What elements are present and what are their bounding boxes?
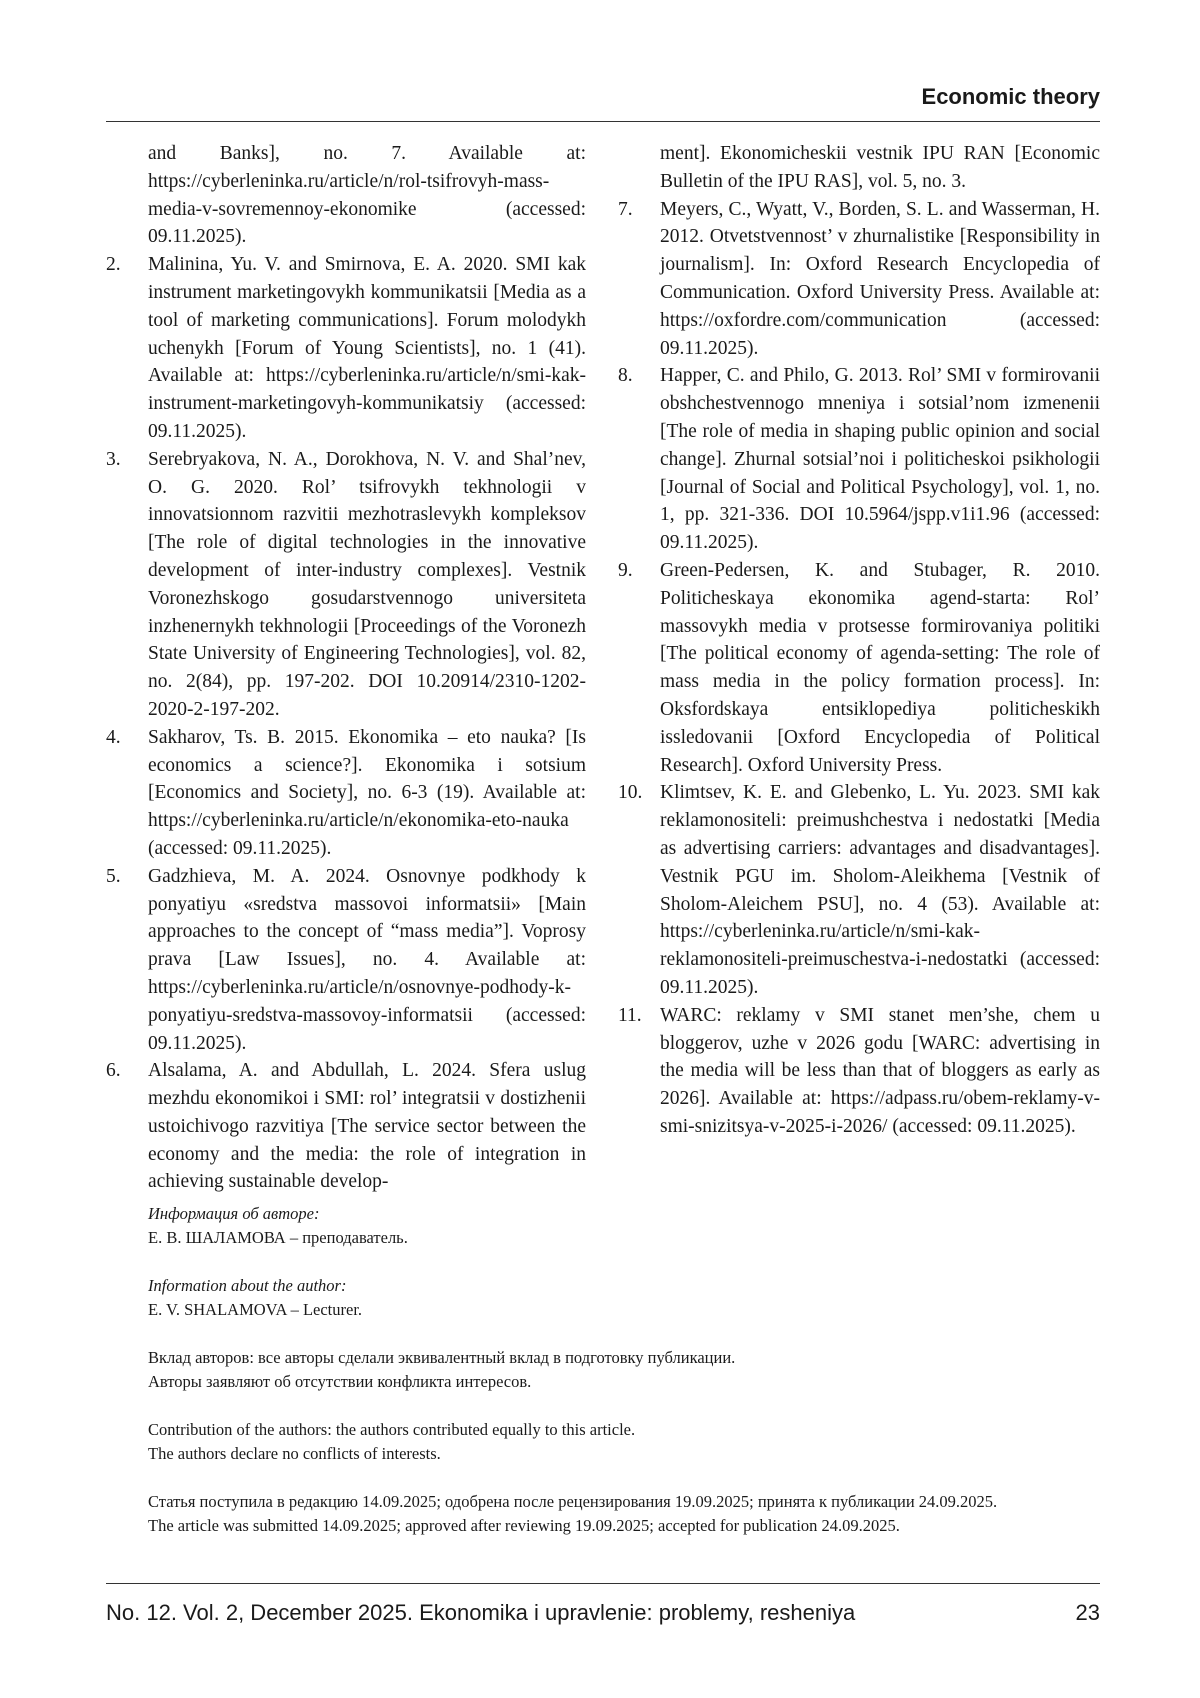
section-title: Economic theory xyxy=(921,84,1100,109)
reference-item xyxy=(106,1057,586,1196)
reference-text: WARC: reklamy v SMI stanet men’she, chem u bloggerov, uzhe v 2026 godu [WARC: advertising in the media will be less than that of bloggers as early as 2026]. Available at: https://adpass.ru/obem-reklamy-v-smi-snizitsya-v-2025-i-2026/ (accessed: 09.11.2025). xyxy=(660,1004,1100,1137)
reference-text: Serebryakova, N. A., Dorokhova, N. V. and Shal’nev, O. G. 2020. Rol’ tsifrovykh tekhnologii v innovatsionnom razvitii mezhotraslevykh kompleksov [The role of digital technologies in the innovative development of inter-industry complexes]. Vestnik Voronezhskogo gosudarstvennogo universiteta inzhenernykh tekhnologii [Proceedings of the Voronezh State University of Engineering Technologies], vol. 82, no. 2(84), pp. 197-202. DOI 10.20914/2310-1202-2020-2-197-202. xyxy=(148,448,586,720)
references-column-left xyxy=(106,140,586,1196)
reference-item xyxy=(618,1002,1100,1141)
dates-en: The article was submitted 14.09.2025; approved after reviewing 19.09.2025; accepted for publication 24.09.2025. xyxy=(148,1516,900,1535)
reference-item xyxy=(618,362,1100,557)
contribution-en xyxy=(148,1418,1108,1466)
reference-text: Malinina, Yu. V. and Smirnova, E. A. 2020. SMI kak instrument marketingovykh kommunikatsii [Media as a tool of marketing communications]. Forum molodykh uchenykh [Forum of Young Scientists], no. 1 (41). Available at: https://cyberleninka.ru/article/n/smi-kak-instrument-marketingovyh-kommunikatsiy (accessed: 09.11.2025). xyxy=(148,254,586,442)
article-dates xyxy=(148,1490,1108,1538)
reference-number: 10. xyxy=(618,782,643,804)
reference-continuation: and Banks], no. 7. Available at: https://cyberleninka.ru/article/n/rol-tsifrovyh-mass-media-v-sovremennoy-ekonomike (accessed: 09.11.2025). xyxy=(148,143,586,248)
reference-text: Klimtsev, K. E. and Glebenko, L. Yu. 2023. SMI kak reklamonositeli: preimushchestva i nedostatki [Media as advertising carriers: advantages and disadvantages]. Vestnik PGU im. Sholom-Aleikhema [Vestnik of Sholom-Aleichem PSU], no. 4 (53). Available at: https://cyberleninka.ru/article/n/smi-kak-reklamonositeli-preimuschestva-i-nedostatki (accessed: 09.11.2025). xyxy=(660,782,1100,998)
reference-text: Meyers, C., Wyatt, V., Borden, S. L. and Wasserman, H. 2012. Otvetstvennost’ v zhurnalistike [Responsibility in journalism]. In: Oxford Research Encyclopedia of Communication. Oxford University Press. Available at: https://oxfordre.com/communication (accessed: 09.11.2025). xyxy=(660,198,1100,359)
reference-text: Alsalama, A. and Abdullah, L. 2024. Sfera uslug mezhdu ekonomikoi i SMI: rol’ integratsii v dostizhenii ustoichivogo razvitiya [The service sector between the economy and the media: the role of integration in achieving sustainable develop- xyxy=(148,1060,586,1193)
reference-number: 7. xyxy=(618,198,633,220)
reference-number: 5. xyxy=(106,865,121,887)
reference-item xyxy=(618,557,1100,779)
reference-text: Sakharov, Ts. B. 2015. Ekonomika – eto nauka? [Is economics a science?]. Ekonomika i sotsium [Economics and Society], no. 6-3 (19). Available at: https://cyberleninka.ru/article/n/ekonomika-eto-nauka (accessed: 09.11.2025). xyxy=(148,726,586,859)
contribution-line: Contribution of the authors: the authors contributed equally to this article. xyxy=(148,1420,636,1439)
author-heading-en: Information about the author: xyxy=(148,1276,347,1295)
journal-footer: No. 12. Vol. 2, December 2025. Ekonomika i upravlenie: problemy, resheniya xyxy=(106,1600,856,1625)
conflict-line: The authors declare no conflicts of interests. xyxy=(148,1444,441,1463)
reference-item xyxy=(106,863,586,1058)
page-number: 23 xyxy=(1075,1600,1100,1625)
footer-rule xyxy=(106,1583,1100,1584)
author-text-en: E. V. SHALAMOVA – Lecturer. xyxy=(148,1300,363,1319)
reference-item xyxy=(106,446,586,724)
header-rule xyxy=(106,121,1100,122)
reference-number: 6. xyxy=(106,1060,121,1082)
reference-number: 3. xyxy=(106,448,121,470)
reference-number: 2. xyxy=(106,254,121,276)
reference-text: Green-Pedersen, K. and Stubager, R. 2010. Politicheskaya ekonomika agend-starta: Rol’ massovykh media v protsesse formirovaniya politiki [The political economy of agenda-setting: The role of mass media in the policy formation process]. In: Oksfordskaya entsiklopediya politicheskikh issledovanii [Oxford Encyclopedia of Political Research]. Oxford University Press. xyxy=(660,559,1100,776)
reference-number: 4. xyxy=(106,726,121,748)
reference-item xyxy=(106,724,586,863)
reference-item xyxy=(618,779,1100,1001)
author-text-ru: Е. В. ШАЛАМОВА – преподаватель. xyxy=(148,1228,408,1247)
reference-item xyxy=(618,196,1100,363)
conflict-line: Авторы заявляют об отсутствии конфликта интересов. xyxy=(148,1372,532,1391)
contribution-line: Вклад авторов: все авторы сделали эквивалентный вклад в подготовку публикации. xyxy=(148,1348,736,1367)
author-info-en xyxy=(148,1274,1108,1322)
author-heading-ru: Информация об авторе: xyxy=(148,1204,320,1223)
reference-text: Happer, C. and Philo, G. 2013. Rol’ SMI v formirovanii obshchestvennogo mneniya i sotsial’nom izmenenii [The role of media in shaping public opinion and social change]. Zhurnal sotsial’noi i politicheskoi psikhologii [Journal of Social and Political Psychology], vol. 1, no. 1, pp. 321-336. DOI 10.5964/jspp.v1i1.96 (accessed: 09.11.2025). xyxy=(660,365,1100,554)
reference-number: 11. xyxy=(618,1004,642,1026)
contribution-ru xyxy=(148,1346,1108,1394)
reference-continuation: ment]. Ekonomicheskii vestnik IPU RAN [Economic Bulletin of the IPU RAS], vol. 5, no. 3. xyxy=(660,143,1100,192)
reference-item xyxy=(106,251,586,446)
references-column-right xyxy=(618,140,1100,1141)
reference-text: Gadzhieva, M. A. 2024. Osnovnye podkhody k ponyatiyu «sredstva massovoi informatsii» [Main approaches to the concept of “mass media”]. Voprosy prava [Law Issues], no. 4. Available at: https://cyberleninka.ru/article/n/osnovnye-podhody-k-ponyatiyu-sredstva-massovoy-informatsii (accessed: 09.11.2025). xyxy=(148,865,586,1054)
dates-ru: Статья поступила в редакцию 14.09.2025; одобрена после рецензирования 19.09.2025; принята к публикации 24.09.2025. xyxy=(148,1492,998,1511)
author-info-ru xyxy=(148,1202,1108,1250)
reference-number: 9. xyxy=(618,559,633,581)
reference-number: 8. xyxy=(618,365,633,387)
